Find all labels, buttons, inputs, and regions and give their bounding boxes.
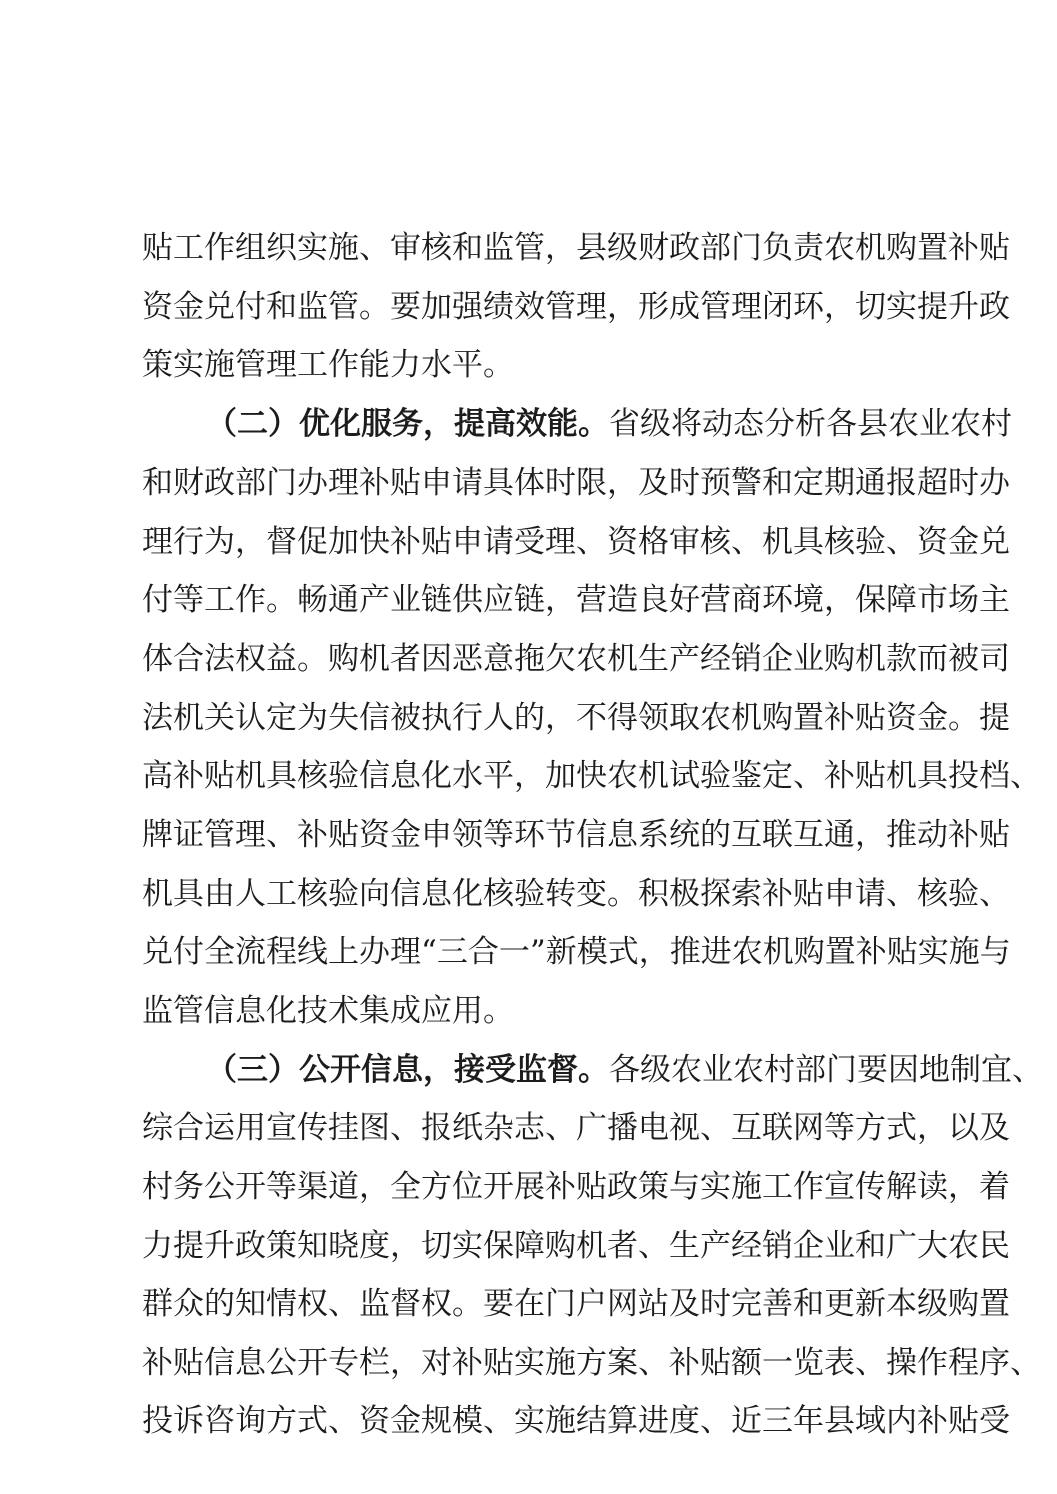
text-line: 法机关认定为失信被执行人的，不得领取农机购置补贴资金。提 bbox=[142, 700, 1010, 736]
text-line: 投诉咨询方式、资金规模、实施结算进度、近三年县域内补贴受 bbox=[142, 1403, 1010, 1439]
text-line: 资金兑付和监管。要加强绩效管理，形成管理闭环，切实提升政 bbox=[142, 289, 1010, 325]
section-heading-3: （三）公开信息，接受监督。 bbox=[206, 1052, 609, 1088]
text-line: 群众的知情权、监督权。要在门户网站及时完善和更新本级购置 bbox=[142, 1286, 1010, 1322]
text-line: 贴工作组织实施、审核和监管，县级财政部门负责农机购置补贴 bbox=[142, 230, 1010, 266]
text-line: 兑付全流程线上办理“三合一”新模式，推进农机购置补贴实施与 bbox=[142, 934, 1011, 970]
text-line: 监管信息化技术集成应用。 bbox=[142, 993, 514, 1029]
paragraph-lead-line bbox=[206, 400, 1012, 448]
text-line: 牌证管理、补贴资金申领等环节信息系统的互联互通，推动补贴 bbox=[142, 817, 1010, 853]
text-line: 和财政部门办理补贴申请具体时限，及时预警和定期通报超时办 bbox=[142, 465, 1010, 501]
text-line: 综合运用宣传挂图、报纸杂志、广播电视、互联网等方式，以及 bbox=[142, 1110, 1010, 1146]
text-line: 付等工作。畅通产业链供应链，营造良好营商环境，保障市场主 bbox=[142, 582, 1010, 618]
text-line: 机具由人工核验向信息化核验转变。积极探索补贴申请、核验、 bbox=[142, 876, 1010, 912]
text-line: 补贴信息公开专栏，对补贴实施方案、补贴额一览表、操作程序、 bbox=[142, 1345, 1041, 1381]
text-run: 各级农业农村部门要因地制宜、 bbox=[609, 1052, 1043, 1088]
text-line: 策实施管理工作能力水平。 bbox=[142, 347, 514, 383]
text-run: 省级将动态分析各县农业农村 bbox=[609, 406, 1012, 442]
paragraph-lead-line bbox=[206, 1046, 1043, 1094]
text-line: 理行为，督促加快补贴申请受理、资格审核、机具核验、资金兑 bbox=[142, 524, 1010, 560]
text-line: 村务公开等渠道，全方位开展补贴政策与实施工作宣传解读，着 bbox=[142, 1169, 1010, 1205]
text-line: 体合法权益。购机者因恶意拖欠农机生产经销企业购机款而被司 bbox=[142, 641, 1010, 677]
text-line: 高补贴机具核验信息化水平，加快农机试验鉴定、补贴机具投档、 bbox=[142, 758, 1041, 794]
text-line: 力提升政策知晓度，切实保障购机者、生产经销企业和广大农民 bbox=[142, 1228, 1010, 1264]
section-heading-2: （二）优化服务，提高效能。 bbox=[206, 406, 609, 442]
